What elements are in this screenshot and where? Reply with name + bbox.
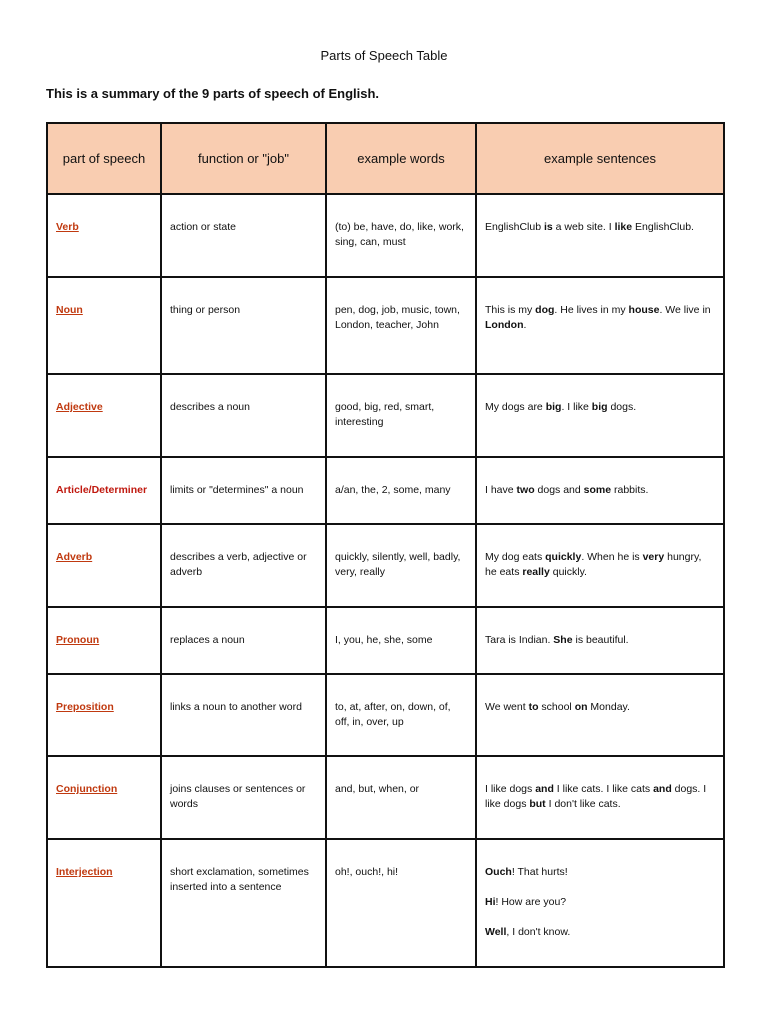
example-words-cell [326, 457, 476, 524]
example-sentence [485, 865, 715, 880]
document-title: Parts of Speech Table [320, 48, 448, 63]
function-text: links a noun to another word [170, 701, 302, 713]
function-text: limits or "determines" a noun [170, 484, 304, 496]
table-row [47, 457, 724, 524]
table-row [47, 524, 724, 607]
part-of-speech-link[interactable]: Adjective [56, 401, 103, 413]
sentence-text: is beautiful. [572, 634, 629, 646]
example-words-text: and, but, when, or [335, 783, 420, 795]
sentence-text: My dogs are [485, 401, 546, 413]
example-words-text: quickly, silently, well, badly, very, really [335, 551, 461, 578]
sentence-text: . I like [561, 401, 592, 413]
example-words-cell [326, 524, 476, 607]
sentence-text: EnglishClub. [632, 221, 694, 233]
highlighted-word: to [528, 701, 539, 713]
highlighted-word: really [522, 566, 550, 578]
function-text: joins clauses or sentences or words [170, 783, 306, 810]
highlighted-word: house [628, 304, 660, 316]
example-words-cell [326, 194, 476, 277]
parts-of-speech-table [46, 122, 725, 968]
sentence-text: I like dogs [485, 783, 536, 795]
table-row [47, 674, 724, 756]
header-example-words: example words [326, 123, 476, 194]
part-of-speech-cell [47, 607, 161, 674]
sentence-text: rabbits. [611, 484, 649, 496]
header-example-sentences: example sentences [476, 123, 724, 194]
highlighted-word: very [642, 551, 665, 563]
function-text: describes a verb, adjective or adverb [170, 551, 307, 578]
part-of-speech-link[interactable]: Conjunction [56, 783, 118, 795]
function-text: thing or person [170, 304, 241, 316]
example-sentences-cell [476, 756, 724, 839]
function-cell [161, 194, 326, 277]
example-sentence [485, 925, 715, 940]
highlighted-word: on [574, 701, 588, 713]
function-text: describes a noun [170, 401, 250, 413]
example-sentences-cell [476, 674, 724, 756]
example-words-cell [326, 674, 476, 756]
table-row [47, 839, 724, 967]
intro-text: This is a summary of the 9 parts of speech of English. [46, 86, 380, 101]
example-words-cell [326, 374, 476, 457]
sentence-text: dogs. I like dogs [485, 783, 707, 810]
sentence-text: school [538, 701, 575, 713]
highlighted-word: like [614, 221, 633, 233]
sentence-text: dogs and [534, 484, 584, 496]
highlighted-word: big [545, 401, 562, 413]
example-words-text: good, big, red, smart, interesting [335, 401, 435, 428]
sentence-text: Monday. [587, 701, 630, 713]
function-text: replaces a noun [170, 634, 245, 646]
sentence-text: ! That hurts! [511, 866, 568, 878]
example-words-text: I, you, he, she, some [335, 634, 433, 646]
function-cell [161, 756, 326, 839]
sentence-text: I don't like cats. [545, 798, 621, 810]
highlighted-word: dog [535, 304, 555, 316]
part-of-speech-link[interactable]: Noun [56, 304, 83, 316]
example-sentence [485, 483, 715, 498]
sentence-text: ! How are you? [495, 896, 567, 908]
example-sentences-cell [476, 277, 724, 374]
sentence-text: hungry, he eats [485, 551, 702, 578]
example-sentence [485, 895, 715, 910]
sentence-text: My dog eats [485, 551, 546, 563]
function-cell [161, 607, 326, 674]
highlighted-word: Well [485, 926, 507, 938]
part-of-speech-cell [47, 839, 161, 967]
highlighted-word: Ouch [485, 866, 512, 878]
function-cell [161, 457, 326, 524]
table-row [47, 607, 724, 674]
highlighted-word: London [485, 319, 524, 331]
sentence-text: . He lives in my [554, 304, 629, 316]
table-header-row [47, 123, 724, 194]
function-text: short exclamation, sometimes inserted into a sentence [170, 866, 309, 893]
example-words-text: oh!, ouch!, hi! [335, 866, 399, 878]
highlighted-word: and [653, 783, 672, 795]
part-of-speech-link[interactable]: Pronoun [56, 634, 100, 646]
highlighted-word: some [583, 484, 612, 496]
example-words-text: to, at, after, on, down, of, off, in, over, up [335, 701, 451, 728]
table-row [47, 277, 724, 374]
part-of-speech-cell [47, 457, 161, 524]
example-sentences-cell [476, 524, 724, 607]
part-of-speech-link[interactable]: Verb [56, 221, 79, 233]
part-of-speech-cell [47, 524, 161, 607]
highlighted-word: big [591, 401, 608, 413]
example-sentence [485, 633, 715, 648]
part-of-speech-cell [47, 374, 161, 457]
highlighted-word: Hi [485, 896, 496, 908]
example-sentence [485, 303, 715, 333]
table-body [47, 194, 724, 967]
sentence-text: . [523, 319, 527, 331]
example-words-cell [326, 277, 476, 374]
sentence-text: , I don't know. [506, 926, 571, 938]
part-of-speech-cell [47, 277, 161, 374]
example-sentence [485, 400, 715, 415]
highlighted-word: and [535, 783, 554, 795]
example-sentence [485, 782, 715, 812]
example-sentences-cell [476, 839, 724, 967]
sentence-text: a web site. I [552, 221, 615, 233]
header-part-of-speech: part of speech [47, 123, 161, 194]
part-of-speech-cell [47, 674, 161, 756]
highlighted-word: quickly [545, 551, 582, 563]
sentence-text: We went [485, 701, 529, 713]
example-words-cell [326, 756, 476, 839]
part-of-speech-cell [47, 194, 161, 277]
highlighted-word: She [553, 634, 573, 646]
example-words-text: a/an, the, 2, some, many [335, 484, 451, 496]
sentence-text: quickly. [549, 566, 587, 578]
function-cell [161, 374, 326, 457]
example-sentences-cell [476, 457, 724, 524]
function-cell [161, 524, 326, 607]
example-sentences-cell [476, 374, 724, 457]
sentence-text: Tara is Indian. [485, 634, 554, 646]
highlighted-word: is [543, 221, 553, 233]
part-of-speech-link[interactable]: Adverb [56, 551, 93, 563]
highlighted-word: but [529, 798, 546, 810]
sentence-text: I have [485, 484, 517, 496]
part-of-speech-cell [47, 756, 161, 839]
example-sentences-cell [476, 607, 724, 674]
table-row [47, 194, 724, 277]
example-sentences-cell [476, 194, 724, 277]
example-sentence [485, 550, 715, 580]
header-function: function or "job" [161, 123, 326, 194]
function-cell [161, 674, 326, 756]
example-sentence [485, 220, 715, 235]
example-words-cell [326, 839, 476, 967]
part-of-speech-label: Article/Determiner [56, 484, 148, 496]
function-cell [161, 839, 326, 967]
example-words-text: (to) be, have, do, like, work, sing, can, must [335, 221, 464, 248]
sentence-text: EnglishClub [485, 221, 544, 233]
table-row [47, 374, 724, 457]
sentence-text: dogs. [607, 401, 637, 413]
sentence-text: . When he is [581, 551, 643, 563]
example-sentence [485, 700, 715, 715]
sentence-text: This is my [485, 304, 536, 316]
highlighted-word: two [516, 484, 535, 496]
sentence-text: . We live in [659, 304, 711, 316]
function-cell [161, 277, 326, 374]
part-of-speech-link[interactable]: Preposition [56, 701, 114, 713]
sentence-text: I like cats. I like cats [553, 783, 654, 795]
example-words-text: pen, dog, job, music, town, London, teacher, John [335, 304, 460, 331]
part-of-speech-link[interactable]: Interjection [56, 866, 113, 878]
function-text: action or state [170, 221, 236, 233]
example-words-cell [326, 607, 476, 674]
table-row [47, 756, 724, 839]
